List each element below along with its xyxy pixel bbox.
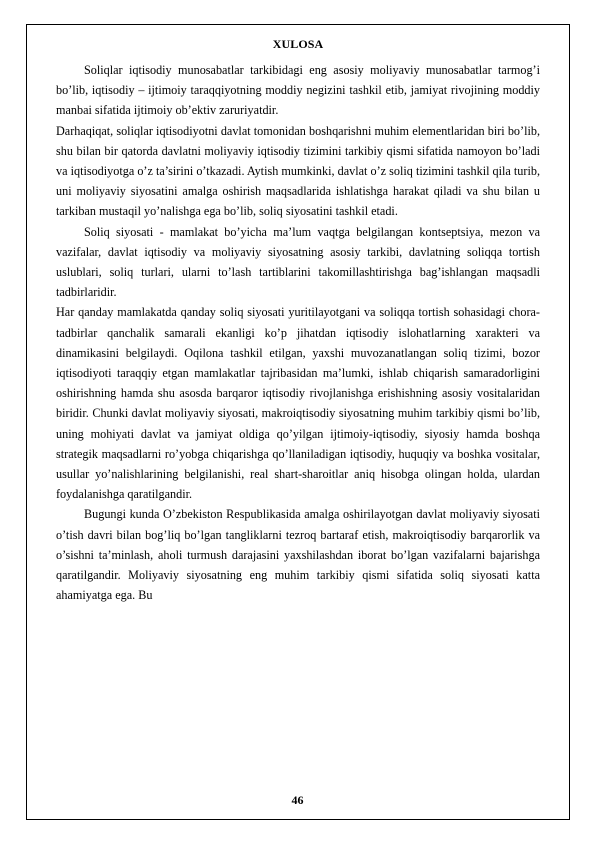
paragraph-3: Soliq siyosati - mamlakat bo’yicha ma’lum vaqtga belgilangan kontseptsiya, mezon va vazifalar, davlat iqtisodiy va moliyaviy siyosatning asosiy tarkibi, davlatning soliqqa tortish uslublari, soliq turlari, ularni to’lash tartiblarini takomillashtirishga bag’ishlangan maqsadli tadbirlaridir. [56,224,540,300]
paragraph-2: Darhaqiqat, soliqlar iqtisodiyotni davlat tomonidan boshqarishni muhim elementlaridan biri bo’lib, shu bilan bir qatorda davlatni moliyaviy iqtisodiy tizimini tarkibiy qismi sifatida namoyon bo’ladi va iqtisodiyotga o’z ta’sirini o’tkazadi. Aytish mumkinki, davlat o’z soliq tizimini tashkil qila turib, uni moliyaviy siyosatini amalga oshirish maqsadlarida ishlatishga harakat qiladi va shu bilan u tarkiban mustaqil yo’nalishga ega bo’lib, soliq siyosatini tashkil etadi. [56,123,540,219]
section-title: XULOSA [272,37,324,51]
paragraph-4: Har qanday mamlakatda qanday soliq siyosati yuritilayotgani va soliqqa tortish sohasidagi chora-tadbirlar qanchalik samarali ekanligi ko’p jihatdan iqtisodiy islohatlarning xarakteri va dinamikasini belgilaydi. Oqilona tashkil etilgan, yaxshi muvozanatlangan soliq tizimi, bozor iqtisodiyoti taraqqiy etgan mamlakatlar tajribasidan ma’lumki, ishlab chiqarish samaradorligini oshirishning hamda shu asosda barqaror iqtisodiy rivojlanishga erishishning asosiy vositalaridan biridir. Chunki davlat moliyaviy siyosati, makroiqtisodiy siyosatning muhim tarkibiy qismi bo’lib, uning mohiyati davlat va jamiyat oldiga qo’yilgan ijtimoiy-iqtisodiy, siyosiy hamda boshqa strategik maqsadlarni ro’yobga chiqarishga qo’llaniladigan iqtisodiy, huquqiy va boshka vositalar, usullar yo’nalishlarining belgilanishi, real shart-sharoitlar aniq hisobga olingan holda, ulardan foydalanishga qaratilgandir. [56,305,540,502]
paragraph-1: Soliqlar iqtisodiy munosabatlar tarkibidagi eng asosiy moliyaviy munosabatlar tarmog’i bo’lib, iqtisodiy – ijtimoiy taraqqiyotning moddiy negizini tashkil etib, jamiyat rivojining moddiy manbai sifatida ijtimoiy ob’ektiv zaruriyatdir. [56,63,540,118]
page-number: 46 [291,793,304,807]
document-body [56,36,540,605]
paragraph-5: Bugungi kunda O’zbekiston Respublikasida amalga oshirilayotgan davlat moliyaviy siyosati o’tish davri bilan bog’liq bo’lgan tangliklarni tezroq bartaraf etish, makroiqtisodiy barqarorlik va o’sishni ta’minlash, aholi turmush darajasini yaxshilashdan iborat bo’lgan vazifalarni bajarishga qaratilgandir. Moliyaviy siyosatning eng muhim tarkibiy qismi sifatida soliq siyosati katta ahamiyatga ega. Bu [56,507,540,603]
